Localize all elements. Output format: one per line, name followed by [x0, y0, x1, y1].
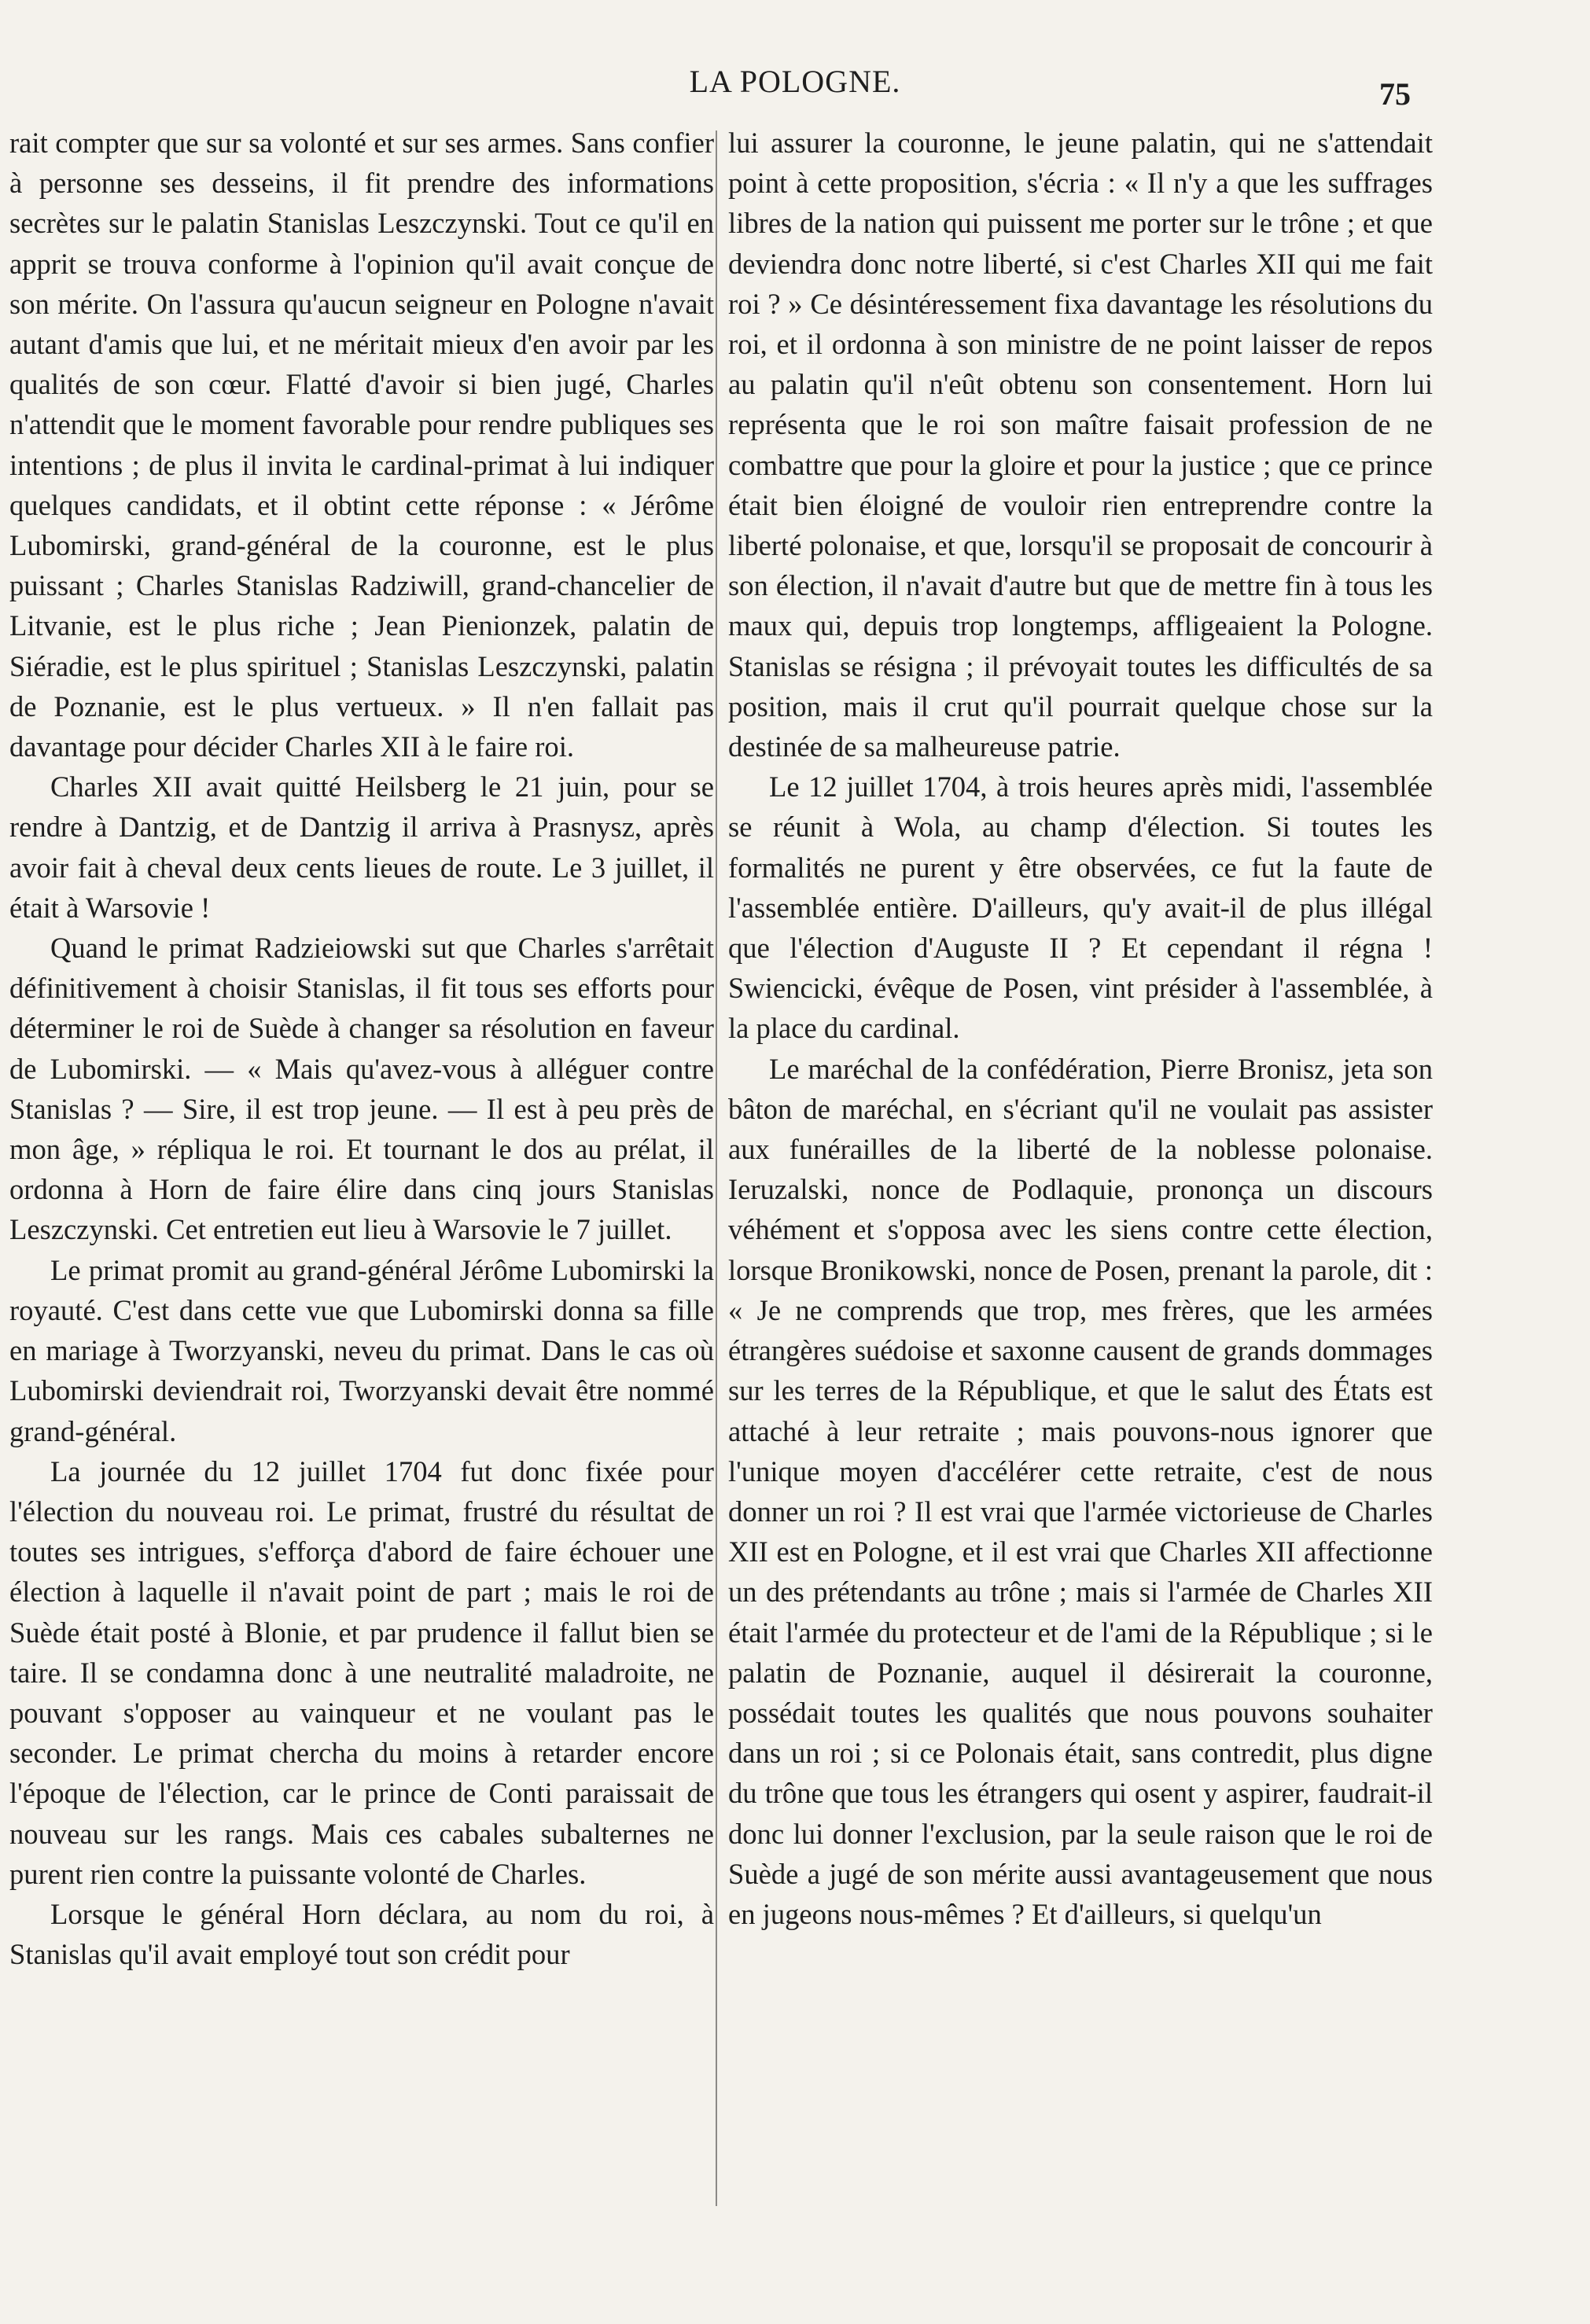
- paragraph: Le primat promit au grand-général Jérôme Lubomirski la royauté. C'est dans cette vue que Lubomirski donna sa fille en mariage à Tworzyanski, neveu du primat. Dans le cas où Lubomirski deviendrait roi, Tworzyanski devait être nommé grand-général.: [9, 1253, 714, 1447]
- running-title: LA POLOGNE.: [689, 64, 901, 99]
- paragraph: lui assurer la couronne, le jeune palatin, qui ne s'attendait point à cette proposition, s'écria : « Il n'y a que les suffrages libres de la nation qui puissent me porter sur le trône ; et que deviendra donc notre liberté, si c'est Charles XII qui me fait roi ? » Ce désintéressement fixa davantage les résolutions du roi, et il ordonna à son ministre de ne point laisser de repos au palatin qu'il n'eût obtenu son consentement. Horn lui représenta que le roi son maître faisait profession de ne combattre que pour la gloire et pour la justice ; que ce prince était bien éloigné de vouloir rien entreprendre contre la liberté polonaise, et que, lorsqu'il se proposait de concourir à son élection, il n'avait d'autre but que de mettre fin à tous les maux qui, depuis trop longtemps, affligeaient la Pologne. Stanislas se résigna ; il prévoyait toutes les difficultés de sa position, mais il crut qu'il pourrait quelque chose sur la destinée de sa malheureuse patrie.: [728, 127, 1433, 763]
- left-column: [9, 123, 714, 1974]
- paragraph: Le 12 juillet 1704, à trois heures après midi, l'assemblée se réunit à Wola, au champ d'élection. Si toutes les formalités ne purent y être observées, ce fut la faute de l'assemblée entière. D'ailleurs, qu'y avait-il de plus illégal que l'élection d'Auguste II ? Et cependant il régna ! Swiencicki, évêque de Posen, vint présider à l'assemblée, à la place du cardinal.: [728, 770, 1433, 1045]
- page-number: 75: [1379, 76, 1411, 112]
- column-divider: [716, 131, 717, 2206]
- paragraph: Charles XII avait quitté Heilsberg le 21 juin, pour se rendre à Dantzig, et de Dantzig il arriva à Prasnysz, après avoir fait à cheval deux cents lieues de route. Le 3 juillet, il était à Warsovie !: [9, 770, 714, 924]
- paragraph: La journée du 12 juillet 1704 fut donc fixée pour l'élection du nouveau roi. Le primat, frustré du résultat de toutes ses intrigues, s'efforça d'abord de faire échouer une élection à laquelle il n'avait point de part ; mais le roi de Suède était posté à Blonie, et par prudence il fallut bien se taire. Il se condamna donc à une neutralité maladroite, ne pouvant s'opposer au vainqueur et ne voulant pas le seconder. Le primat chercha du moins à retarder encore l'époque de l'élection, car le prince de Conti paraissait de nouveau sur les rangs. Mais ces cabales subalternes ne purent rien contre la puissante volonté de Charles.: [9, 1454, 714, 1890]
- paragraph: Lorsque le général Horn déclara, au nom du roi, à Stanislas qu'il avait employé tout son crédit pour: [9, 1897, 714, 1971]
- paragraph: rait compter que sur sa volonté et sur ses armes. Sans confier à personne ses desseins, il fit prendre des informations secrètes sur le palatin Stanislas Leszczynski. Tout ce qu'il en apprit se trouva conforme à l'opinion qu'il avait conçue de son mérite. On l'assura qu'aucun seigneur en Pologne n'avait autant d'amis que lui, et ne méritait mieux d'en avoir par les qualités de son cœur. Flatté d'avoir si bien jugé, Charles n'attendit que le moment favorable pour rendre publiques ses intentions ; de plus il invita le cardinal-primat à lui indiquer quelques candidats, et il obtint cette réponse : « Jérôme Lubomirski, grand-général de la couronne, est le plus puissant ; Charles Stanislas Radziwill, grand-chancelier de Litvanie, est le plus riche ; Jean Pienionzek, palatin de Siéradie, est le plus spirituel ; Stanislas Leszczynski, palatin de Poznanie, est le plus vertueux. » Il n'en fallait pas davantage pour décider Charles XII à le faire roi.: [9, 127, 714, 763]
- paragraph: Quand le primat Radzieiowski sut que Charles s'arrêtait définitivement à choisir Stanislas, il fit tous ses efforts pour déterminer le roi de Suède à changer sa résolution en faveur de Lubomirski. — « Mais qu'avez-vous à alléguer contre Stanislas ? — Sire, il est trop jeune. — Il est à peu près de mon âge, » répliqua le roi. Et tournant le dos au prélat, il ordonna à Horn de faire élire dans cinq jours Stanislas Leszczynski. Cet entretien eut lieu à Warsovie le 7 juillet.: [9, 932, 714, 1246]
- paragraph: Le maréchal de la confédération, Pierre Bronisz, jeta son bâton de maréchal, en s'écriant qu'il ne voulait pas assister aux funérailles de la liberté de la noblesse polonaise. Ieruzalski, nonce de Podlaquie, prononça un discours véhément et s'opposa avec les siens contre cette élection, lorsque Bronikowski, nonce de Posen, prenant la parole, dit : « Je ne comprends que trop, mes frères, que les armées étrangères suédoise et saxonne causent de grands dommages sur les terres de la République, et que le salut des États est attaché à leur retraite ; mais pouvons-nous ignorer que l'unique moyen d'accélérer cette retraite, c'est de nous donner un roi ? Il est vrai que l'armée victorieuse de Charles XII est en Pologne, et il est vrai que Charles XII affectionne un des prétendants au trône ; mais si l'armée de Charles XII était l'armée du protecteur et de l'ami de la République ; si le palatin de Poznanie, auquel il désirerait la couronne, possédait toutes les qualités que nous pouvons souhaiter dans un roi ; si ce Polonais était, sans contredit, plus digne du trône que tous les étrangers qui osent y aspirer, faudrait-il donc lui donner l'exclusion, par la seule raison que le roi de Suède a jugé de son mérite aussi avantageusement que nous en jugeons nous-mêmes ? Et d'ailleurs, si quelqu'un: [728, 1052, 1433, 1930]
- right-column: [728, 123, 1433, 1934]
